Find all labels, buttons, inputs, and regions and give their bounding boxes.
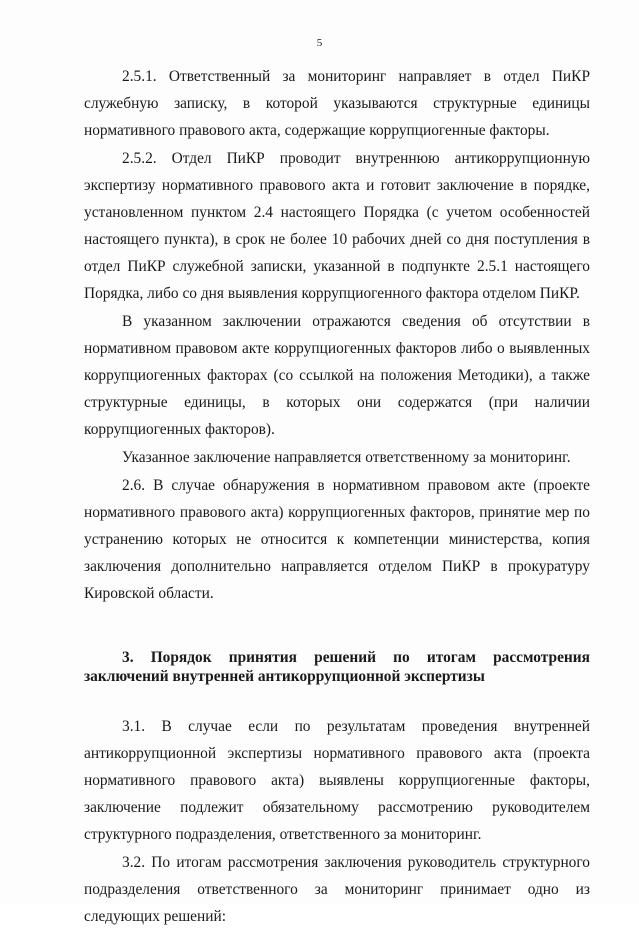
paragraph-2-6: 2.6. В случае обнаружения в нормативном правовом акте (проекте нормативного правового акта) коррупциогенных факторов, принятие мер по устранению которых не относится к компетенции министерства, копия заключения дополнительно направляется отделом ПиКР в прокуратуру Кировской области.: [84, 477, 590, 602]
section-3-heading: 3. Порядок принятия решений по итогам рассмотрения заключений внутренней антикоррупционной экспертизы: [84, 649, 590, 685]
paragraph-3-1: 3.1. В случае если по результатам проведения внутренней антикоррупционной экспертизы нормативного правового акта (проекта нормативного правового акта) выявлены коррупциогенные факторы, заключение подлежит обязательному рассмотрению руководителем структурного подразделения, ответственного за мониторинг.: [84, 718, 590, 843]
paragraph-conclusion-sent: Указанное заключение направляется ответственному за мониторинг.: [122, 449, 571, 466]
page-number: 5: [316, 37, 323, 49]
paragraph-2-5-1: 2.5.1. Ответственный за мониторинг направляет в отдел ПиКР служебную записку, в которой указываются структурные единицы нормативного правового акта, содержащие коррупциогенные факторы.: [84, 68, 590, 139]
paragraph-conclusion-contents: В указанном заключении отражаются сведения об отсутствии в нормативном правовом акте коррупциогенных факторов либо о выявленных коррупциогенных факторах (со ссылкой на положения Методики), а также структурные единицы, в которых они содержатся (при наличии коррупциогенных факторов).: [84, 313, 590, 438]
paragraph-3-2: 3.2. По итогам рассмотрения заключения руководитель структурного подразделения ответственного за мониторинг принимает одно из следующих решений:: [84, 854, 590, 925]
paragraph-2-5-2: 2.5.2. Отдел ПиКР проводит внутреннюю антикоррупционную экспертизу нормативного правового акта и готовит заключение в порядке, установленном пунктом 2.4 настоящего Порядка (с учетом особенностей настоящего пункта), в срок не более 10 рабочих дней со дня поступления в отдел ПиКР служебной записки, указанной в подпункте 2.5.1 настоящего Порядка, либо со дня выявления коррупциогенного фактора отделом ПиКР.: [84, 150, 590, 302]
document-body: [84, 63, 590, 931]
